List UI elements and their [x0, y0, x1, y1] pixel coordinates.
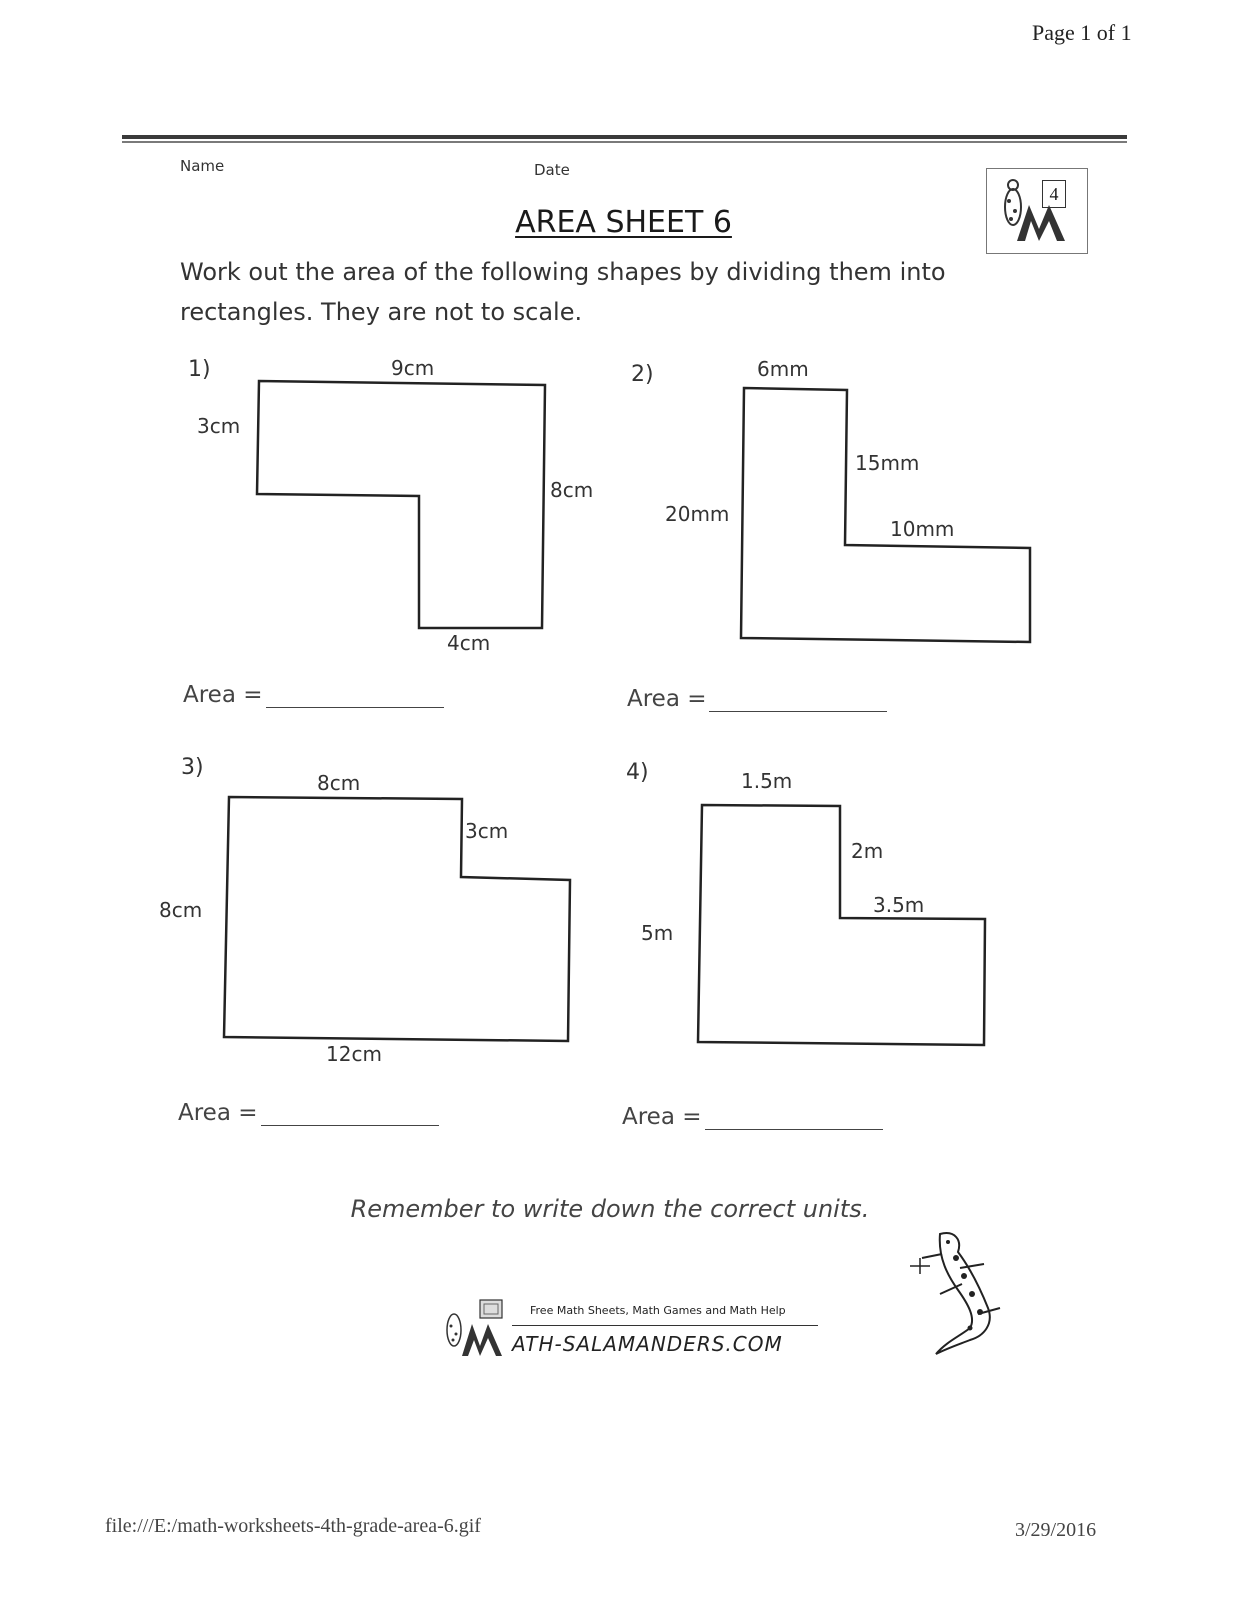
dimension-label: 4cm — [447, 631, 491, 655]
area-label: Area = — [183, 682, 263, 708]
name-label: Name — [180, 157, 225, 175]
dimension-label: 12cm — [326, 1042, 382, 1066]
dimension-label: 3cm — [465, 819, 509, 843]
area-answer-blank[interactable] — [261, 1125, 439, 1126]
shape-1 — [257, 381, 545, 628]
salamander-icon — [900, 1228, 1010, 1358]
area-answer-blank[interactable] — [709, 711, 887, 712]
file-path: file:///E:/math-worksheets-4th-grade-area-6.gif — [105, 1515, 481, 1537]
shape-3 — [224, 797, 570, 1041]
units-reminder: Remember to write down the correct units. — [350, 1195, 870, 1223]
dimension-label: 6mm — [757, 357, 809, 381]
dimension-label: 3cm — [197, 414, 241, 438]
dimension-label: 3.5m — [873, 893, 925, 917]
dimension-label: 15mm — [855, 451, 920, 475]
dimension-label: 20mm — [665, 502, 730, 526]
question-number: 4) — [626, 760, 649, 785]
area-label: Area = — [627, 686, 707, 712]
dimension-label: 8cm — [317, 771, 361, 795]
instructions: Work out the area of the following shapes by dividing them into rectangles. They are not to scale. — [180, 258, 946, 326]
worksheet-title: AREA SHEET 6 — [515, 205, 732, 240]
area-label: Area = — [178, 1100, 258, 1126]
dimension-label: 1.5m — [741, 769, 793, 793]
brand-rule — [512, 1325, 818, 1326]
shape-4 — [698, 805, 985, 1045]
question-number: 3) — [181, 755, 204, 780]
shape-2 — [741, 388, 1030, 642]
brand-tagline: Free Math Sheets, Math Games and Math Help — [530, 1304, 786, 1317]
logo-grade-number: 4 — [1042, 180, 1066, 208]
dimension-label: 5m — [641, 921, 674, 945]
salamanders-brand-logo — [438, 1296, 516, 1360]
print-date: 3/29/2016 — [1015, 1519, 1097, 1541]
dimension-label: 9cm — [391, 356, 435, 380]
dimension-label: 8cm — [550, 478, 594, 502]
dimension-label: 8cm — [159, 898, 203, 922]
question-number: 2) — [631, 362, 654, 387]
dimension-label: 10mm — [890, 517, 955, 541]
area-answer-blank[interactable] — [705, 1129, 883, 1130]
area-answer-blank[interactable] — [266, 707, 444, 708]
date-label: Date — [534, 161, 570, 179]
page-number: Page 1 of 1 — [1032, 20, 1132, 45]
area-label: Area = — [622, 1104, 702, 1130]
brand-site-name[interactable]: ATH-SALAMANDERS.COM — [512, 1332, 783, 1356]
dimension-label: 2m — [851, 839, 884, 863]
question-number: 1) — [188, 357, 211, 382]
